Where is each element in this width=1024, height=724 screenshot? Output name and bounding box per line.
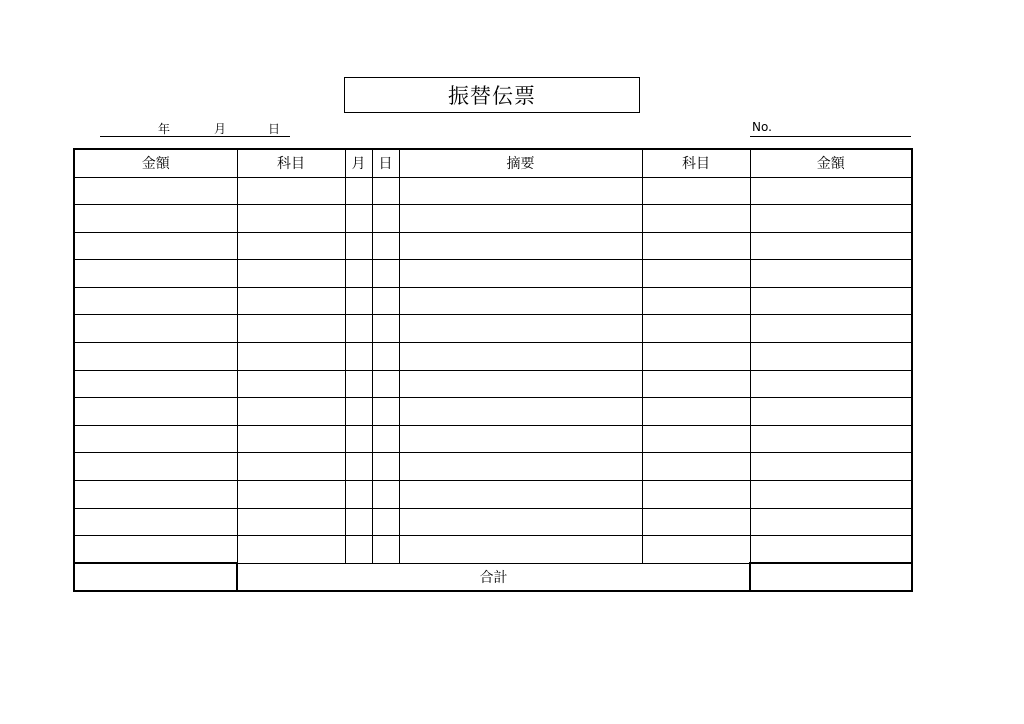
month-cell[interactable] bbox=[345, 370, 372, 398]
table-row bbox=[74, 205, 912, 233]
description-cell[interactable] bbox=[399, 260, 642, 288]
voucher-title: 振替伝票 bbox=[344, 77, 640, 113]
debit-amount-cell[interactable] bbox=[74, 315, 237, 343]
credit-amount-cell[interactable] bbox=[750, 232, 912, 260]
header-description: 摘要 bbox=[399, 149, 642, 177]
credit-account-cell[interactable] bbox=[642, 508, 750, 536]
month-cell[interactable] bbox=[345, 287, 372, 315]
credit-amount-cell[interactable] bbox=[750, 508, 912, 536]
month-cell[interactable] bbox=[345, 315, 372, 343]
credit-amount-cell[interactable] bbox=[750, 287, 912, 315]
day-cell[interactable] bbox=[372, 343, 399, 371]
header-row bbox=[74, 149, 912, 177]
debit-amount-cell[interactable] bbox=[74, 370, 237, 398]
description-cell[interactable] bbox=[399, 177, 642, 205]
description-cell[interactable] bbox=[399, 370, 642, 398]
credit-account-cell[interactable] bbox=[642, 398, 750, 426]
credit-amount-cell[interactable] bbox=[750, 177, 912, 205]
header-debit-account: 科目 bbox=[237, 149, 345, 177]
month-cell[interactable] bbox=[345, 508, 372, 536]
total-label: 合計 bbox=[237, 563, 750, 591]
credit-account-cell[interactable] bbox=[642, 343, 750, 371]
table-row bbox=[74, 425, 912, 453]
header-credit-amount: 金額 bbox=[750, 149, 912, 177]
voucher-number-field[interactable] bbox=[750, 120, 911, 137]
day-cell[interactable] bbox=[372, 425, 399, 453]
credit-account-cell[interactable] bbox=[642, 205, 750, 233]
day-cell[interactable] bbox=[372, 205, 399, 233]
credit-account-cell[interactable] bbox=[642, 453, 750, 481]
total-debit-amount-cell[interactable] bbox=[74, 563, 237, 591]
credit-account-cell[interactable] bbox=[642, 481, 750, 509]
description-cell[interactable] bbox=[399, 232, 642, 260]
debit-account-cell[interactable] bbox=[237, 177, 345, 205]
day-cell[interactable] bbox=[372, 508, 399, 536]
month-cell[interactable] bbox=[345, 205, 372, 233]
description-cell[interactable] bbox=[399, 508, 642, 536]
table-row bbox=[74, 370, 912, 398]
debit-account-cell[interactable] bbox=[237, 425, 345, 453]
month-cell[interactable] bbox=[345, 177, 372, 205]
debit-amount-cell[interactable] bbox=[74, 177, 237, 205]
table-row bbox=[74, 343, 912, 371]
header-credit-account: 科目 bbox=[642, 149, 750, 177]
credit-account-cell[interactable] bbox=[642, 370, 750, 398]
description-cell[interactable] bbox=[399, 425, 642, 453]
month-cell[interactable] bbox=[345, 260, 372, 288]
voucher-number-label: No. bbox=[752, 120, 772, 134]
description-cell[interactable] bbox=[399, 315, 642, 343]
table-row bbox=[74, 177, 912, 205]
month-cell[interactable] bbox=[345, 343, 372, 371]
debit-amount-cell[interactable] bbox=[74, 425, 237, 453]
month-cell[interactable] bbox=[345, 232, 372, 260]
day-cell[interactable] bbox=[372, 481, 399, 509]
credit-amount-cell[interactable] bbox=[750, 370, 912, 398]
month-cell[interactable] bbox=[345, 536, 372, 564]
credit-account-cell[interactable] bbox=[642, 287, 750, 315]
date-month-label: 月 bbox=[214, 122, 227, 136]
day-cell[interactable] bbox=[372, 398, 399, 426]
debit-amount-cell[interactable] bbox=[74, 260, 237, 288]
total-credit-amount-cell[interactable] bbox=[750, 563, 912, 591]
debit-account-cell[interactable] bbox=[237, 260, 345, 288]
header-day: 日 bbox=[372, 149, 399, 177]
table-row bbox=[74, 260, 912, 288]
date-day-label: 日 bbox=[268, 122, 281, 136]
table-row bbox=[74, 481, 912, 509]
date-field[interactable] bbox=[100, 120, 290, 137]
debit-account-cell[interactable] bbox=[237, 343, 345, 371]
credit-account-cell[interactable] bbox=[642, 260, 750, 288]
credit-amount-cell[interactable] bbox=[750, 453, 912, 481]
table-row bbox=[74, 508, 912, 536]
debit-account-cell[interactable] bbox=[237, 508, 345, 536]
debit-amount-cell[interactable] bbox=[74, 508, 237, 536]
day-cell[interactable] bbox=[372, 177, 399, 205]
credit-amount-cell[interactable] bbox=[750, 205, 912, 233]
month-cell[interactable] bbox=[345, 481, 372, 509]
month-cell[interactable] bbox=[345, 398, 372, 426]
debit-amount-cell[interactable] bbox=[74, 536, 237, 564]
description-cell[interactable] bbox=[399, 398, 642, 426]
debit-account-cell[interactable] bbox=[237, 398, 345, 426]
table-row bbox=[74, 536, 912, 564]
header-debit-amount: 金額 bbox=[74, 149, 237, 177]
debit-amount-cell[interactable] bbox=[74, 287, 237, 315]
credit-amount-cell[interactable] bbox=[750, 425, 912, 453]
day-cell[interactable] bbox=[372, 536, 399, 564]
description-cell[interactable] bbox=[399, 536, 642, 564]
table-row bbox=[74, 453, 912, 481]
day-cell[interactable] bbox=[372, 232, 399, 260]
table-row bbox=[74, 232, 912, 260]
debit-amount-cell[interactable] bbox=[74, 398, 237, 426]
table-row bbox=[74, 398, 912, 426]
credit-account-cell[interactable] bbox=[642, 315, 750, 343]
debit-account-cell[interactable] bbox=[237, 232, 345, 260]
credit-amount-cell[interactable] bbox=[750, 536, 912, 564]
debit-account-cell[interactable] bbox=[237, 481, 345, 509]
credit-account-cell[interactable] bbox=[642, 177, 750, 205]
description-cell[interactable] bbox=[399, 287, 642, 315]
debit-account-cell[interactable] bbox=[237, 287, 345, 315]
credit-account-cell[interactable] bbox=[642, 425, 750, 453]
day-cell[interactable] bbox=[372, 315, 399, 343]
debit-account-cell[interactable] bbox=[237, 370, 345, 398]
table-row bbox=[74, 287, 912, 315]
credit-amount-cell[interactable] bbox=[750, 343, 912, 371]
credit-account-cell[interactable] bbox=[642, 232, 750, 260]
debit-account-cell[interactable] bbox=[237, 536, 345, 564]
debit-account-cell[interactable] bbox=[237, 315, 345, 343]
day-cell[interactable] bbox=[372, 370, 399, 398]
credit-account-cell[interactable] bbox=[642, 536, 750, 564]
credit-amount-cell[interactable] bbox=[750, 398, 912, 426]
credit-amount-cell[interactable] bbox=[750, 481, 912, 509]
credit-amount-cell[interactable] bbox=[750, 315, 912, 343]
debit-account-cell[interactable] bbox=[237, 205, 345, 233]
header-month: 月 bbox=[345, 149, 372, 177]
debit-amount-cell[interactable] bbox=[74, 481, 237, 509]
debit-amount-cell[interactable] bbox=[74, 453, 237, 481]
voucher-table bbox=[73, 148, 913, 592]
table-row bbox=[74, 315, 912, 343]
credit-amount-cell[interactable] bbox=[750, 260, 912, 288]
debit-amount-cell[interactable] bbox=[74, 232, 237, 260]
description-cell[interactable] bbox=[399, 453, 642, 481]
debit-account-cell[interactable] bbox=[237, 453, 345, 481]
description-cell[interactable] bbox=[399, 343, 642, 371]
day-cell[interactable] bbox=[372, 453, 399, 481]
description-cell[interactable] bbox=[399, 481, 642, 509]
date-year-label: 年 bbox=[158, 122, 171, 136]
description-cell[interactable] bbox=[399, 205, 642, 233]
day-cell[interactable] bbox=[372, 260, 399, 288]
month-cell[interactable] bbox=[345, 425, 372, 453]
total-row bbox=[74, 563, 912, 591]
debit-amount-cell[interactable] bbox=[74, 205, 237, 233]
debit-amount-cell[interactable] bbox=[74, 343, 237, 371]
day-cell[interactable] bbox=[372, 287, 399, 315]
month-cell[interactable] bbox=[345, 453, 372, 481]
